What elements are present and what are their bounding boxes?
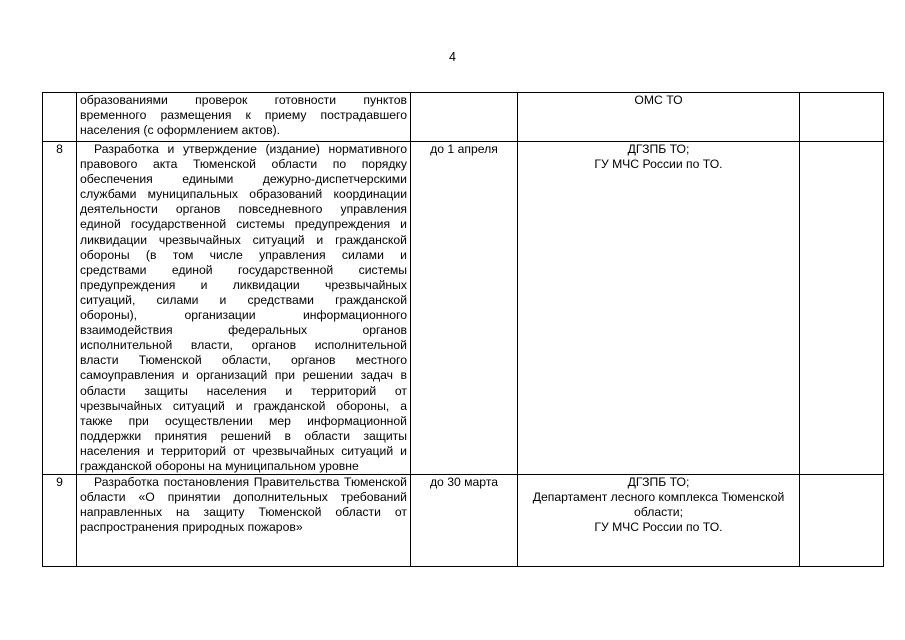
task-line: области защиты населения и территорий от <box>80 383 407 398</box>
task-line: обороны (в том числе управления силами и <box>80 247 407 262</box>
row-number-cell <box>43 93 77 142</box>
note-cell <box>800 93 884 142</box>
task-line: ликвидации чрезвычайных ситуаций и гражданской <box>80 232 407 247</box>
task-line: взаимодействия федеральных органов <box>80 323 407 338</box>
table-row <box>43 93 884 142</box>
task-cell <box>77 475 411 567</box>
deadline-cell: до 30 марта <box>411 475 518 567</box>
task-line: Разработка постановления Правительства Тюменской <box>94 475 407 490</box>
task-line: населения (с оформлением актов). <box>80 123 281 138</box>
task-line: службами муниципальных образований координации <box>80 187 407 202</box>
table-row <box>43 142 884 475</box>
responsible-line: области; <box>634 505 683 520</box>
task-line: предупреждения и ликвидации чрезвычайных <box>80 277 407 292</box>
responsible-line: ГУ МЧС России по ТО. <box>594 157 723 172</box>
task-line: ситуаций, силами и средствами гражданской <box>80 292 407 307</box>
responsible-line: ДГЗПБ ТО; <box>627 142 690 156</box>
task-cell <box>77 142 411 475</box>
task-line: распространения природных пожаров» <box>80 520 303 535</box>
task-line: также при осуществлении мер информационной <box>80 413 407 428</box>
task-line: населения и территорий от чрезвычайных ситуаций и <box>80 443 407 458</box>
task-line: временного размещения к приему пострадавшего <box>80 108 407 123</box>
task-line: самоуправления и организаций при решении задач в <box>80 368 407 383</box>
row-number-cell: 9 <box>43 475 77 567</box>
task-line: деятельности органов повседневного управления <box>80 202 407 217</box>
task-line: гражданской обороны на муниципальном уровне <box>80 458 359 473</box>
task-line: направленных на защиту Тюменской области от <box>80 505 407 520</box>
responsible-cell <box>518 475 800 567</box>
task-line: обеспечения едиными дежурно-диспетчерскими <box>80 172 407 187</box>
row-number-cell: 8 <box>43 142 77 475</box>
task-line: образованиями проверок готовности пунктов <box>80 93 407 107</box>
deadline-cell: до 1 апреля <box>411 142 518 475</box>
task-line: обороны), организации информационного <box>80 308 407 323</box>
task-line: Разработка и утверждение (издание) нормативного <box>94 142 407 156</box>
task-line: власти Тюменской области, органов местного <box>80 353 407 368</box>
responsible-line: ОМС ТО <box>634 93 683 107</box>
task-line: чрезвычайных ситуаций и гражданской обороны, а <box>80 398 407 413</box>
task-text <box>80 93 407 138</box>
task-line: единой государственной системы предупреждения и <box>80 217 407 232</box>
responsible-line: Департамент лесного комплекса Тюменской <box>532 490 785 505</box>
task-text <box>80 142 407 474</box>
responsible-line: ДГЗПБ ТО; <box>627 475 690 490</box>
page-number: 4 <box>449 50 456 64</box>
note-cell <box>800 142 884 475</box>
plan-table <box>42 92 884 567</box>
task-line: поддержки принятия решений в области защиты <box>80 428 407 443</box>
responsible-cell <box>518 142 800 475</box>
table-row <box>43 475 884 567</box>
deadline-cell <box>411 93 518 142</box>
task-line: области «О принятии дополнительных требований <box>80 490 407 505</box>
task-line: правового акта Тюменской области по порядку <box>80 157 407 172</box>
responsible-line: ГУ МЧС России по ТО. <box>594 520 723 535</box>
plan-table-body <box>43 93 884 567</box>
task-text <box>80 475 407 535</box>
task-line: исполнительной власти, органов исполнительной <box>80 338 407 353</box>
task-cell <box>77 93 411 142</box>
task-line: средствами единой государственной системы <box>80 262 407 277</box>
note-cell <box>800 475 884 567</box>
responsible-cell <box>518 93 800 142</box>
